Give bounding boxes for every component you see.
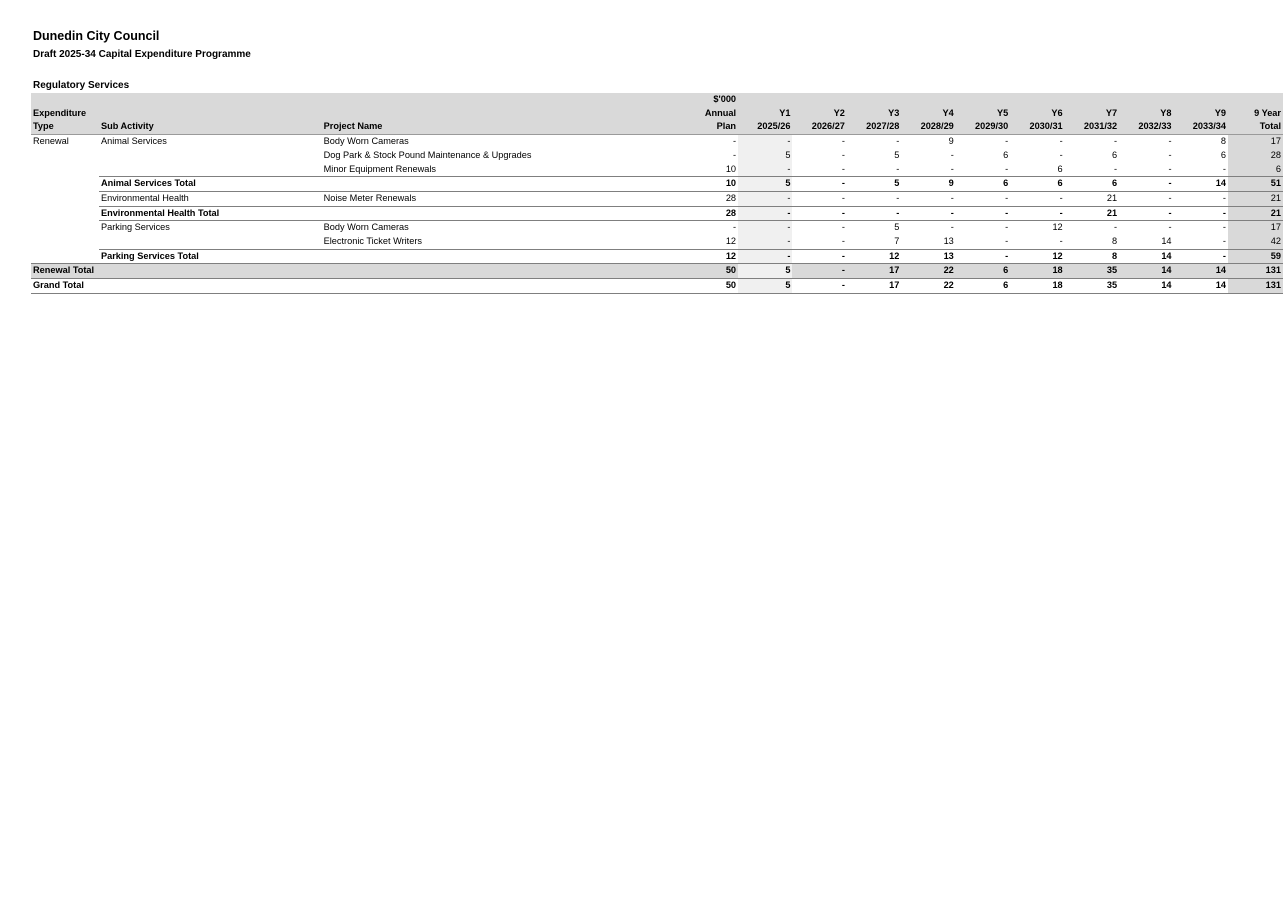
year-value-cell: 6 bbox=[1220, 149, 1226, 160]
year-value-cell: 8 bbox=[1111, 236, 1118, 247]
year-value-cell: - bbox=[1059, 236, 1063, 247]
header-y9: Y9 bbox=[1174, 107, 1228, 121]
section-heading: Regulatory Services bbox=[33, 80, 130, 91]
type-cell bbox=[31, 163, 99, 177]
year-value-cell: - bbox=[1168, 163, 1172, 174]
year-value-cell: - bbox=[1005, 222, 1009, 233]
year-value-cell: 22 bbox=[901, 264, 955, 279]
year-value-cell: 18 bbox=[1010, 279, 1064, 294]
nine-year-total-cell: 21 bbox=[1228, 206, 1283, 221]
nine-year-total-cell: 17 bbox=[1228, 221, 1283, 235]
year-value-cell: 21 bbox=[1106, 192, 1118, 203]
year-value-cell: 6 bbox=[956, 279, 1010, 294]
year-value-cell: 18 bbox=[1010, 264, 1064, 279]
nine-year-total-cell: 21 bbox=[1228, 191, 1283, 206]
year-value-cell: 12 bbox=[1052, 222, 1063, 233]
project-cell bbox=[322, 206, 674, 221]
year-value-cell: - bbox=[792, 249, 846, 264]
header-period-y4: 2028/29 bbox=[901, 120, 955, 134]
year-value-cell: - bbox=[1005, 136, 1009, 147]
nine-year-total-cell: 17 bbox=[1228, 135, 1283, 149]
year-value-cell: 5 bbox=[738, 279, 792, 294]
header-period-y1: 2025/26 bbox=[738, 120, 792, 134]
project-name-cell: Dog Park & Stock Pound Maintenance & Upgrades bbox=[323, 149, 532, 160]
year-value-cell: - bbox=[1005, 236, 1009, 247]
header-row-1 bbox=[31, 93, 1283, 107]
header-y4: Y4 bbox=[901, 107, 955, 121]
year-value-cell: 14 bbox=[1174, 177, 1228, 192]
year-value-cell: - bbox=[1174, 206, 1228, 221]
header-9year: 9 Year bbox=[1228, 107, 1283, 121]
annual-plan-cell: 12 bbox=[725, 236, 737, 247]
year-value-cell: 12 bbox=[1010, 249, 1064, 264]
type-cell: Renewal bbox=[33, 136, 69, 147]
year-value-cell: - bbox=[1059, 149, 1063, 160]
year-value-cell: 8 bbox=[1065, 249, 1119, 264]
organisation-title: Dunedin City Council bbox=[33, 29, 160, 43]
annual-plan-cell: - bbox=[732, 136, 737, 147]
year-value-cell: 14 bbox=[1174, 264, 1228, 279]
year-value-cell: - bbox=[1114, 222, 1118, 233]
project-name-cell: Noise Meter Renewals bbox=[323, 192, 417, 203]
year-value-cell: - bbox=[901, 206, 955, 221]
year-value-cell: - bbox=[896, 163, 900, 174]
year-value-cell: 5 bbox=[738, 149, 792, 163]
header-y1: Y1 bbox=[738, 107, 792, 121]
unit-label: $'000 bbox=[673, 93, 738, 107]
nine-year-total-cell: 51 bbox=[1228, 177, 1283, 192]
sub-activity-cell bbox=[99, 235, 322, 249]
header-period-y2: 2026/27 bbox=[792, 120, 846, 134]
year-value-cell: - bbox=[738, 135, 792, 149]
year-value-cell: 6 bbox=[956, 264, 1010, 279]
header-type: Type bbox=[31, 120, 99, 134]
year-value-cell: - bbox=[1168, 136, 1172, 147]
year-value-cell: 5 bbox=[894, 222, 900, 233]
header-plan: Plan bbox=[673, 120, 738, 134]
year-value-cell: 5 bbox=[738, 177, 792, 192]
year-value-cell: 35 bbox=[1065, 264, 1119, 279]
header-period-y8: 2032/33 bbox=[1119, 120, 1173, 134]
year-value-cell: - bbox=[841, 236, 845, 247]
subtotal-row bbox=[31, 249, 1283, 264]
header-y5: Y5 bbox=[956, 107, 1010, 121]
header-period-y6: 2030/31 bbox=[1010, 120, 1064, 134]
grand-total-row-label: Grand Total bbox=[31, 279, 673, 294]
year-value-cell: 7 bbox=[894, 236, 900, 247]
type-cell bbox=[31, 149, 99, 163]
year-value-cell: - bbox=[950, 149, 954, 160]
table-row bbox=[31, 149, 1283, 163]
year-value-cell: - bbox=[841, 222, 845, 233]
type-cell bbox=[31, 221, 99, 235]
header-total: Total bbox=[1228, 120, 1283, 134]
report-title: Draft 2025-34 Capital Expenditure Programme bbox=[33, 49, 251, 60]
year-value-cell: - bbox=[847, 206, 901, 221]
sub-activity-cell bbox=[99, 163, 322, 177]
nine-year-total-cell: 131 bbox=[1228, 264, 1283, 279]
header-expenditure: Expenditure bbox=[31, 107, 99, 121]
year-value-cell: - bbox=[738, 206, 792, 221]
year-value-cell: - bbox=[956, 206, 1010, 221]
header-period-y5: 2029/30 bbox=[956, 120, 1010, 134]
year-value-cell: - bbox=[841, 136, 845, 147]
year-value-cell: - bbox=[950, 192, 954, 203]
sub-activity-cell: Environmental Health bbox=[100, 192, 189, 203]
nine-year-total-cell: 6 bbox=[1228, 163, 1283, 177]
type-cell bbox=[31, 206, 99, 221]
nine-year-total-cell: 28 bbox=[1228, 149, 1283, 163]
table-row bbox=[31, 235, 1283, 249]
sub-activity-cell: Animal Services bbox=[100, 136, 167, 147]
header-y8: Y8 bbox=[1119, 107, 1173, 121]
year-value-cell: 5 bbox=[894, 149, 900, 160]
nine-year-total-cell: 59 bbox=[1228, 249, 1283, 264]
year-value-cell: - bbox=[950, 163, 954, 174]
capex-table bbox=[31, 93, 1283, 294]
year-value-cell: - bbox=[1114, 136, 1118, 147]
header-period-y3: 2027/28 bbox=[847, 120, 901, 134]
year-value-cell: - bbox=[896, 136, 900, 147]
year-value-cell: - bbox=[738, 163, 792, 177]
header-period-y9: 2033/34 bbox=[1174, 120, 1228, 134]
year-value-cell: - bbox=[956, 249, 1010, 264]
annual-plan-cell: 10 bbox=[673, 177, 738, 192]
sub-activity-cell bbox=[99, 149, 322, 163]
year-value-cell: 6 bbox=[1010, 177, 1064, 192]
header-period-y7: 2031/32 bbox=[1065, 120, 1119, 134]
annual-plan-cell: 12 bbox=[673, 249, 738, 264]
year-value-cell: - bbox=[1005, 192, 1009, 203]
grand-total-row bbox=[31, 279, 1283, 294]
year-value-cell: - bbox=[1168, 222, 1172, 233]
year-value-cell: - bbox=[841, 149, 845, 160]
year-value-cell: 6 bbox=[956, 177, 1010, 192]
year-value-cell: 5 bbox=[738, 264, 792, 279]
year-value-cell: - bbox=[1168, 149, 1172, 160]
year-value-cell: - bbox=[841, 163, 845, 174]
project-name-cell: Body Worn Cameras bbox=[323, 222, 409, 233]
project-name-cell: Electronic Ticket Writers bbox=[323, 236, 422, 247]
annual-plan-cell: - bbox=[732, 222, 737, 233]
sub-activity-cell: Parking Services bbox=[100, 222, 170, 233]
year-value-cell: - bbox=[792, 206, 846, 221]
year-value-cell: 6 bbox=[1057, 163, 1063, 174]
year-value-cell: 12 bbox=[847, 249, 901, 264]
table-row bbox=[31, 135, 1283, 149]
subtotal-row bbox=[31, 177, 1283, 192]
table-row bbox=[31, 163, 1283, 177]
year-value-cell: 13 bbox=[943, 236, 954, 247]
year-value-cell: 17 bbox=[847, 279, 901, 294]
header-y2: Y2 bbox=[792, 107, 846, 121]
year-value-cell: - bbox=[1222, 192, 1226, 203]
year-value-cell: 6 bbox=[1111, 149, 1118, 160]
year-value-cell: - bbox=[841, 192, 845, 203]
year-value-cell: - bbox=[792, 177, 846, 192]
year-value-cell: - bbox=[1059, 136, 1063, 147]
header-y3: Y3 bbox=[847, 107, 901, 121]
header-row-2 bbox=[31, 107, 1283, 121]
type-cell bbox=[31, 191, 99, 206]
year-value-cell: - bbox=[738, 191, 792, 206]
year-value-cell: 6 bbox=[1003, 149, 1009, 160]
year-value-cell: - bbox=[1114, 163, 1118, 174]
header-y7: Y7 bbox=[1065, 107, 1119, 121]
subtotal-label: Environmental Health Total bbox=[99, 206, 322, 221]
type-cell bbox=[31, 235, 99, 249]
year-value-cell: - bbox=[792, 279, 846, 294]
annual-plan-cell: - bbox=[732, 149, 737, 160]
table-header bbox=[31, 93, 1283, 135]
year-value-cell: - bbox=[1174, 249, 1228, 264]
type-cell bbox=[31, 177, 99, 192]
year-value-cell: - bbox=[792, 264, 846, 279]
project-name-cell: Body Worn Cameras bbox=[323, 136, 409, 147]
year-value-cell: - bbox=[1119, 177, 1173, 192]
year-value-cell: 13 bbox=[901, 249, 955, 264]
year-value-cell: - bbox=[1005, 163, 1009, 174]
type-cell bbox=[31, 249, 99, 264]
year-value-cell: 14 bbox=[1174, 279, 1228, 294]
subtotal-row bbox=[31, 206, 1283, 221]
year-value-cell: 17 bbox=[847, 264, 901, 279]
annual-plan-cell: 28 bbox=[673, 206, 738, 221]
year-value-cell: 35 bbox=[1065, 279, 1119, 294]
header-sub-activity: Sub Activity bbox=[99, 120, 322, 134]
year-value-cell: 14 bbox=[1119, 279, 1173, 294]
header-project-name: Project Name bbox=[322, 120, 674, 134]
annual-plan-cell: 50 bbox=[673, 264, 738, 279]
renewal-total-row bbox=[31, 264, 1283, 279]
year-value-cell: - bbox=[1222, 222, 1226, 233]
year-value-cell: - bbox=[1010, 206, 1064, 221]
nine-year-total-cell: 42 bbox=[1228, 235, 1283, 249]
year-value-cell: 9 bbox=[901, 177, 955, 192]
nine-year-total-cell: 131 bbox=[1228, 279, 1283, 294]
year-value-cell: - bbox=[950, 222, 954, 233]
year-value-cell: - bbox=[1168, 192, 1172, 203]
year-value-cell: - bbox=[1222, 163, 1226, 174]
subtotal-label: Animal Services Total bbox=[99, 177, 322, 192]
header-annual: Annual bbox=[673, 107, 738, 121]
table-row bbox=[31, 191, 1283, 206]
year-value-cell: - bbox=[1119, 206, 1173, 221]
year-value-cell: - bbox=[1059, 192, 1063, 203]
year-value-cell: 5 bbox=[847, 177, 901, 192]
subtotal-label: Parking Services Total bbox=[99, 249, 322, 264]
year-value-cell: 9 bbox=[948, 136, 954, 147]
year-value-cell: - bbox=[738, 235, 792, 249]
year-value-cell: 21 bbox=[1065, 206, 1119, 221]
project-cell bbox=[322, 177, 674, 192]
year-value-cell: 14 bbox=[1119, 249, 1173, 264]
table-body bbox=[31, 135, 1283, 294]
header-row-3 bbox=[31, 120, 1283, 134]
annual-plan-cell: 50 bbox=[673, 279, 738, 294]
year-value-cell: 8 bbox=[1220, 136, 1226, 147]
project-name-cell: Minor Equipment Renewals bbox=[323, 163, 436, 174]
year-value-cell: 14 bbox=[1161, 236, 1172, 247]
year-value-cell: - bbox=[896, 192, 900, 203]
year-value-cell: - bbox=[738, 221, 792, 235]
header-y6: Y6 bbox=[1010, 107, 1064, 121]
year-value-cell: 6 bbox=[1065, 177, 1119, 192]
table-row bbox=[31, 221, 1283, 235]
project-cell bbox=[322, 249, 674, 264]
annual-plan-cell: 28 bbox=[725, 192, 737, 203]
year-value-cell: - bbox=[1222, 236, 1226, 247]
year-value-cell: 14 bbox=[1119, 264, 1173, 279]
year-value-cell: - bbox=[738, 249, 792, 264]
year-value-cell: 22 bbox=[901, 279, 955, 294]
annual-plan-cell: 10 bbox=[725, 163, 737, 174]
renewal-total-row-label: Renewal Total bbox=[31, 264, 673, 279]
